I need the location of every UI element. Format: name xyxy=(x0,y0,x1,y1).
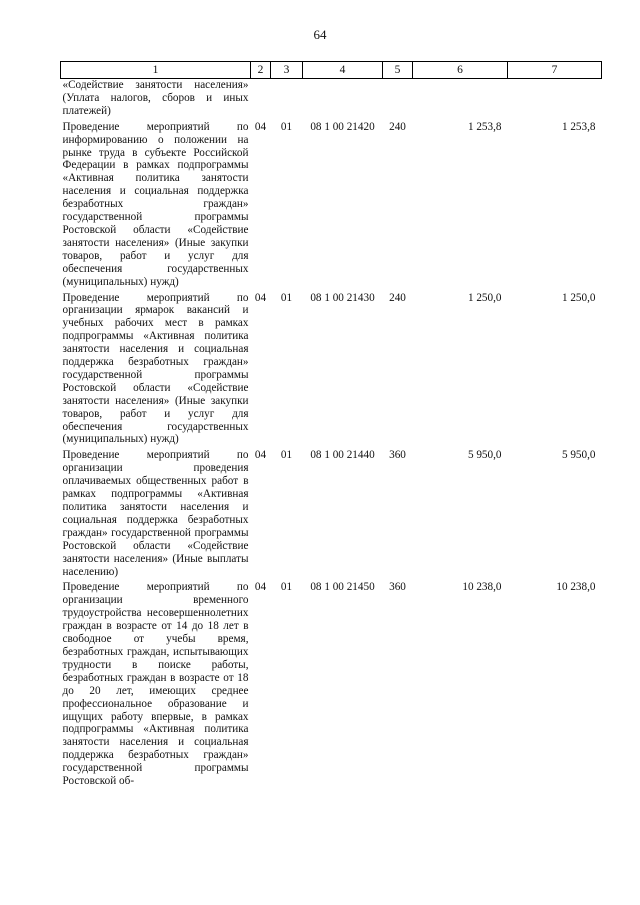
table-header-row xyxy=(61,62,602,79)
table-row xyxy=(61,581,602,791)
budget-table xyxy=(60,61,602,791)
column-header: 1 xyxy=(61,62,251,79)
amount-col6: 1 253,8 xyxy=(467,120,502,133)
row-description: Проведение мероприятий по организации ярмарок вакансий и учебных рабочих мест в рамках подпрограммы «Активная политика занятости населения и социальная поддержка безработных граждан» государственной программы Ростовской области «Содействие занятости населения» (Иные закупки товаров, работ и услуг для обеспечения государственных (муниципальных) нужд) xyxy=(62,291,249,446)
expense-type-code: 360 xyxy=(389,449,406,462)
amount-col7 xyxy=(508,79,602,121)
amount-col7: 10 238,0 xyxy=(556,581,596,594)
column-header: 7 xyxy=(508,62,602,79)
row-description: Проведение мероприятий по информированию о положении на рынке труда в субъекте Российской Федерации в рамках подпрограммы «Активная политика занятости населения и социальная поддержка безработных граждан» государственной программы Ростовской области «Содействие занятости населения» (Иные закупки товаров, работ и услуг для обеспечения государственных (муниципальных) нужд) xyxy=(62,120,249,288)
subsection-code: 01 xyxy=(280,291,293,304)
target-item-code: 08 1 00 21440 xyxy=(310,449,375,462)
section-code: 04 xyxy=(254,120,267,133)
amount-col7: 1 253,8 xyxy=(561,120,596,133)
section-code: 04 xyxy=(254,449,267,462)
column-header: 6 xyxy=(413,62,508,79)
page-number: 64 xyxy=(313,27,327,42)
amount-col6: 1 250,0 xyxy=(467,291,502,304)
section-code: 04 xyxy=(254,581,267,594)
target-item-code xyxy=(303,79,383,121)
row-description: «Содействие занятости населения» (Уплата налогов, сборов и иных платежей) xyxy=(62,79,249,117)
section-code xyxy=(251,79,271,121)
column-header: 5 xyxy=(383,62,413,79)
expense-type-code: 240 xyxy=(389,120,406,133)
target-item-code: 08 1 00 21420 xyxy=(310,120,375,133)
section-code: 04 xyxy=(254,291,267,304)
column-header: 3 xyxy=(271,62,303,79)
expense-type-code: 360 xyxy=(389,581,406,594)
amount-col7: 5 950,0 xyxy=(561,449,596,462)
row-description: Проведение мероприятий по организации временного трудоустройства несовершеннолетних граждан в возрасте от 14 до 18 лет в свободное от учебы время, безработных граждан, испытывающих трудности в поиске работы, безработных граждан в возрасте от 18 до 20 лет, имеющих среднее профессиональное образование и ищущих работу впервые, в рамках подпрограммы «Активная политика занятости населения и социальная поддержка безработных граждан» государственной программы Ростовской об- xyxy=(62,581,249,788)
amount-col7: 1 250,0 xyxy=(561,291,596,304)
amount-col6: 5 950,0 xyxy=(467,449,502,462)
target-item-code: 08 1 00 21430 xyxy=(310,291,375,304)
table-row xyxy=(61,449,602,581)
expense-type-code xyxy=(383,79,413,121)
column-header: 2 xyxy=(251,62,271,79)
row-description: Проведение мероприятий по организации проведения оплачиваемых общественных работ в рамках подпрограммы «Активная политика занятости населения и социальная поддержка безработных граждан» государственной программы Ростовской области «Содействие занятости населения» (Иные выплаты населению) xyxy=(62,449,249,578)
table-row xyxy=(61,292,602,450)
table-row xyxy=(61,79,602,121)
subsection-code: 01 xyxy=(280,581,293,594)
subsection-code: 01 xyxy=(280,120,293,133)
amount-col6: 10 238,0 xyxy=(462,581,502,594)
expense-type-code: 240 xyxy=(389,291,406,304)
table-row xyxy=(61,121,602,292)
subsection-code: 01 xyxy=(280,449,293,462)
column-header: 4 xyxy=(303,62,383,79)
amount-col6 xyxy=(413,79,508,121)
target-item-code: 08 1 00 21450 xyxy=(310,581,375,594)
subsection-code xyxy=(271,79,303,121)
